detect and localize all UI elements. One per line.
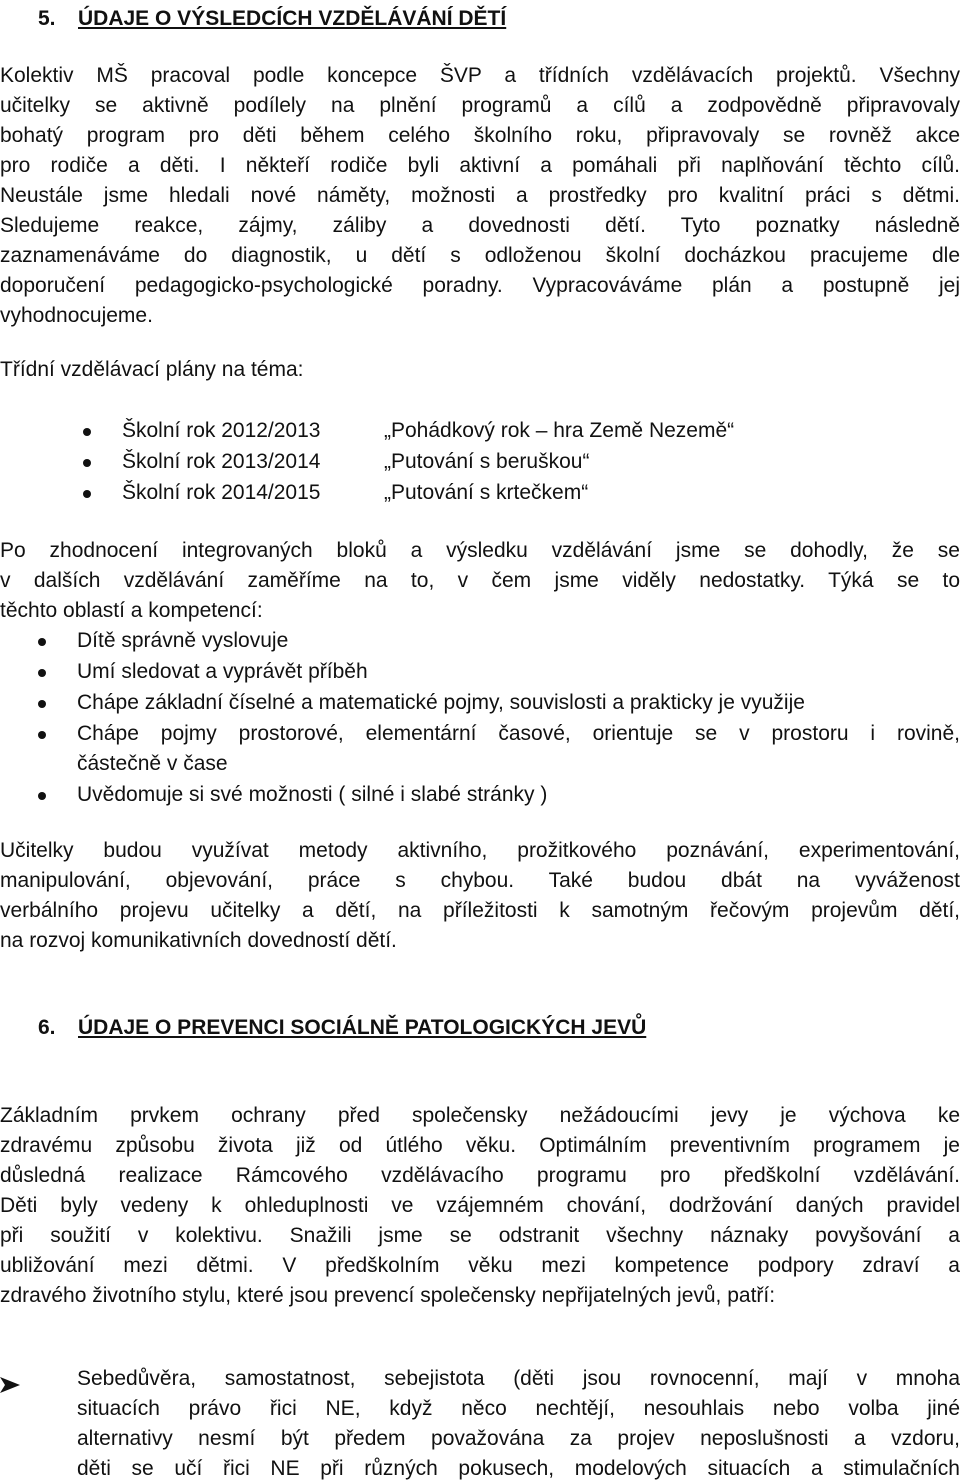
paragraph-line: zdravého životního stylu, které jsou prevencí společensky nepřijatelných jevů, patří:	[0, 1284, 776, 1307]
plan-item	[0, 447, 960, 478]
arrow-item-line: děti se učí řici NE při různých pokusech, modelových situacích a stimulačních	[77, 1457, 960, 1480]
competence-item	[0, 626, 960, 657]
competence-item	[0, 719, 960, 780]
bullet-icon	[83, 428, 91, 436]
competence-text: Chápe základní číselné a matematické pojmy, souvislosti a prakticky je využije	[77, 691, 805, 714]
paragraph-line: verbálního projevu učitelky a dětí, na příležitosti k samotným řečovým projevům dětí,	[0, 899, 960, 922]
plan-year: Školní rok 2012/2013	[122, 419, 321, 442]
section-number: 5.	[38, 7, 56, 30]
competence-item	[0, 780, 960, 811]
plan-item	[0, 416, 960, 447]
paragraph-line: zdravému způsobu života již od útlého věku. Optimálním preventivním programem je	[0, 1134, 960, 1157]
competence-item	[0, 657, 960, 688]
plan-item	[0, 478, 960, 509]
arrow-item-line: situacích právo řici NE, když něco nechtějí, nesouhlais nebo volba jiné	[77, 1397, 960, 1420]
evaluation-paragraph	[0, 536, 960, 626]
paragraph-line: zaznamenáváme do diagnostik, u dětí s odloženou školní docházkou pracujeme dle	[0, 244, 960, 267]
bullet-icon	[38, 669, 46, 677]
paragraph-line: Po zhodnocení integrovaných bloků a výsledku vzdělávání jsme se dohodly, že se	[0, 539, 960, 562]
paragraph-line: při soužití v kolektivu. Snažili jsme se odstranit všechny náznaky povyšování a	[0, 1224, 960, 1247]
paragraph-line: Učitelky budou využívat metody aktivního, prožitkového poznávání, experimentování,	[0, 839, 960, 862]
bullet-icon	[38, 731, 46, 739]
plan-theme: „Putování s beruškou“	[384, 450, 590, 473]
paragraph-line: doporučení pedagogicko-psychologické poradny. Vypracováváme plán a postupně jej	[0, 274, 960, 297]
paragraph-line: Neustále jsme hledali nové náměty, možnosti a prostředky pro kvalitní práci s dětmi.	[0, 184, 960, 207]
competence-item	[0, 688, 960, 719]
competence-text: částečně v čase	[77, 752, 228, 775]
arrow-item-line: alternativy nesmí být předem považována za projev neposlušnosti a vzdoru,	[77, 1427, 960, 1450]
paragraph-line: Děti byly vedeny k ohleduplnosti ve vzájemném chování, dodržování daných pravidel	[0, 1194, 960, 1217]
paragraph-line: Základním prvkem ochrany před společensky nežádoucími jevy je výchova ke	[0, 1104, 960, 1127]
competence-text: Uvědomuje si své možnosti ( silné i slabé stránky )	[77, 783, 548, 806]
plan-year: Školní rok 2013/2014	[122, 450, 321, 473]
competences-list	[0, 626, 960, 811]
bullet-icon	[38, 792, 46, 800]
competence-text: Umí sledovat a vyprávět příběh	[77, 660, 368, 683]
paragraph-line: na rozvoj komunikativních dovedností dětí.	[0, 929, 397, 952]
bullet-icon	[38, 638, 46, 646]
paragraph-line: těchto oblastí a kompetencí:	[0, 599, 263, 622]
paragraph-line: Sledujeme reakce, zájmy, záliby a dovednosti dětí. Tyto poznatky následně	[0, 214, 960, 237]
paragraph-line: vyhodnocujeme.	[0, 304, 153, 327]
prevention-paragraph	[0, 1101, 960, 1311]
section-5-heading	[38, 4, 506, 34]
plan-year: Školní rok 2014/2015	[122, 481, 321, 504]
paragraph-line: pro rodiče a děti. I někteří rodiče byli aktivní a pomáhali při naplňování těchto cílů.	[0, 154, 960, 177]
section-title: ÚDAJE O VÝSLEDCÍCH VZDĚLÁVÁNÍ DĚTÍ	[78, 7, 507, 30]
bullet-icon	[83, 459, 91, 467]
paragraph-line: Kolektiv MŠ pracoval podle koncepce ŠVP a třídních vzdělávacích projektů. Všechny	[0, 64, 960, 87]
plan-theme: „Pohádkový rok – hra Země Nezemě“	[384, 419, 735, 442]
section-title: ÚDAJE O PREVENCI SOCIÁLNĚ PATOLOGICKÝCH JEVŮ	[78, 1016, 647, 1039]
competence-text: Chápe pojmy prostorové, elementární časové, orientuje se v prostoru i rovině,	[77, 722, 960, 745]
bullet-icon	[38, 700, 46, 708]
section-number: 6.	[38, 1016, 56, 1039]
arrow-bullet-icon	[0, 1372, 20, 1402]
intro-paragraph	[0, 61, 960, 331]
plans-label: Třídní vzdělávací plány na téma:	[0, 358, 304, 381]
competence-text: Dítě správně vyslovuje	[77, 629, 289, 652]
bullet-icon	[83, 490, 91, 498]
methods-paragraph	[0, 836, 960, 956]
section-6-heading	[38, 1013, 646, 1043]
arrow-item-line: Sebedůvěra, samostatnost, sebejistota (děti jsou rovnocenní, mají v mnoha	[77, 1367, 960, 1390]
paragraph-line: manipulování, objevování, práce s chybou. Také budou dbát na vyváženost	[0, 869, 960, 892]
paragraph-line: v dalších vzdělávání zaměříme na to, v čem jsme viděly nedostatky. Týká se to	[0, 569, 960, 592]
plans-list	[0, 416, 960, 509]
paragraph-line: bohatý program pro děti během celého školního roku, připravovaly se rovněž akce	[0, 124, 960, 147]
plan-theme: „Putování s krtečkem“	[384, 481, 589, 504]
paragraph-line: učitelky se aktivně podílely na plnění programů a cílů a zodpovědně připravovaly	[0, 94, 960, 117]
paragraph-line: ubližování mezi dětmi. V předškolním věku mezi kompetence podpory zdraví a	[0, 1254, 960, 1277]
paragraph-line: důsledná realizace Rámcového vzdělávacího programu pro předškolní vzdělávání.	[0, 1164, 960, 1187]
